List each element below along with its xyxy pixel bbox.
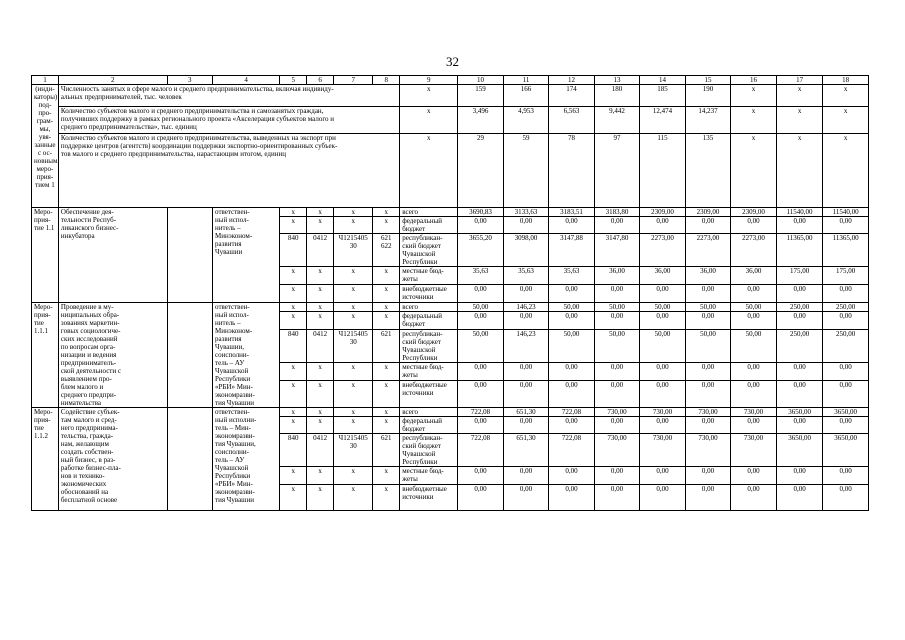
column-number-header: 17 — [776, 76, 823, 85]
budget-code: 0412 — [307, 434, 334, 467]
budget-code: x — [280, 267, 307, 285]
funding-value: 3183,80 — [594, 208, 640, 217]
funding-source: всего — [400, 303, 458, 312]
indicator-value: x — [731, 134, 777, 208]
budget-code: x — [307, 363, 334, 381]
funding-value: 0,00 — [640, 485, 686, 511]
indicator-value: 12,474 — [640, 107, 686, 134]
budget-code: x — [280, 485, 307, 511]
indicator-value: 97 — [594, 134, 640, 208]
responsible-executor: ответствен- ный испол- нитель – Минэконом- развития Чувашии, соисполни- тель – АУ Чувашской Республики «РБИ» Мин- экономразви- тия Чувашии — [213, 303, 280, 408]
funding-value: 50,00 — [594, 329, 640, 363]
funding-value: 0,00 — [731, 285, 777, 303]
funding-value: 50,00 — [549, 329, 595, 363]
budget-code: x — [307, 485, 334, 511]
indicator-value: 59 — [503, 134, 549, 208]
indicator-name: Количество субъектов малого и среднего предпринимательства и самозанятых граждан, получивших поддержку в рамках регионального проекта «Акселерация субъектов малого и среднего предпринимательства», тыс. единиц — [58, 107, 399, 134]
funding-value: 0,00 — [549, 485, 595, 511]
funding-value: 0,00 — [731, 312, 777, 329]
funding-value: 2273,00 — [731, 234, 777, 267]
funding-value: 0,00 — [776, 363, 823, 381]
budget-code: 840 — [280, 234, 307, 267]
funding-value: 175,00 — [823, 267, 869, 285]
budget-code: 621 622 — [373, 234, 400, 267]
funding-value: 0,00 — [640, 467, 686, 485]
funding-value: 651,30 — [503, 434, 549, 467]
funding-source: внебюджетные источники — [400, 381, 458, 408]
measure-row — [32, 408, 869, 417]
indicator-value: 190 — [685, 85, 731, 107]
funding-value: 0,00 — [776, 217, 823, 234]
funding-source: местные бюд- жеты — [400, 363, 458, 381]
budget-code: x — [373, 217, 400, 234]
measure-label: Меро- прия- тие 1.1 — [32, 208, 59, 303]
budget-code: Ч1215405 30 — [334, 329, 373, 363]
budget-code: x — [373, 467, 400, 485]
funding-value: 3147,80 — [594, 234, 640, 267]
funding-value: 0,00 — [823, 285, 869, 303]
budget-code: x — [334, 312, 373, 329]
funding-value: 0,00 — [503, 285, 549, 303]
blank-cell — [167, 208, 213, 303]
funding-value: 36,00 — [685, 267, 731, 285]
column-number-header: 1 — [32, 76, 59, 85]
funding-value: 0,00 — [594, 285, 640, 303]
funding-value: 651,30 — [503, 408, 549, 417]
column-number-header: 12 — [549, 76, 595, 85]
indicator-value: 4,953 — [503, 107, 549, 134]
indicator-value: 14,237 — [685, 107, 731, 134]
funding-value: 730,00 — [594, 434, 640, 467]
budget-code: 0412 — [307, 234, 334, 267]
budget-table — [31, 75, 869, 511]
funding-value: 722,08 — [549, 408, 595, 417]
funding-value: 0,00 — [731, 485, 777, 511]
funding-value: 730,00 — [594, 408, 640, 417]
funding-value: 0,00 — [776, 312, 823, 329]
funding-value: 0,00 — [503, 485, 549, 511]
funding-source: республикан- ский бюджет Чувашской Республики — [400, 234, 458, 267]
budget-code: x — [334, 285, 373, 303]
funding-value: 2309,00 — [731, 208, 777, 217]
budget-code: x — [334, 485, 373, 511]
indicator-value: x — [731, 85, 777, 107]
funding-value: 730,00 — [640, 408, 686, 417]
budget-code: x — [334, 363, 373, 381]
budget-code: x — [373, 381, 400, 408]
budget-code: x — [373, 417, 400, 434]
funding-source: внебюджетные источники — [400, 285, 458, 303]
indicator-value: x — [776, 107, 823, 134]
budget-code: x — [307, 303, 334, 312]
indicator-value: 3,496 — [458, 107, 504, 134]
indicator-value: x — [776, 85, 823, 107]
funding-value: 730,00 — [731, 408, 777, 417]
funding-value: 2309,00 — [640, 208, 686, 217]
indicator-value: 159 — [458, 85, 504, 107]
indicator-source-mark: x — [400, 134, 458, 208]
funding-value: 0,00 — [685, 217, 731, 234]
budget-code: x — [307, 408, 334, 417]
funding-value: 0,00 — [594, 467, 640, 485]
page-number: 32 — [446, 54, 459, 69]
indicator-source-mark: x — [400, 107, 458, 134]
indicator-row — [32, 134, 869, 208]
funding-value: 0,00 — [458, 363, 504, 381]
budget-code: x — [373, 303, 400, 312]
funding-value: 730,00 — [731, 434, 777, 467]
funding-value: 0,00 — [823, 417, 869, 434]
column-number-header: 13 — [594, 76, 640, 85]
indicator-row — [32, 107, 869, 134]
funding-value: 36,00 — [731, 267, 777, 285]
column-number-header: 2 — [58, 76, 167, 85]
indicator-value: x — [776, 134, 823, 208]
funding-value: 0,00 — [731, 467, 777, 485]
funding-value: 0,00 — [731, 363, 777, 381]
budget-code: 840 — [280, 434, 307, 467]
funding-value: 250,00 — [776, 329, 823, 363]
funding-value: 0,00 — [640, 363, 686, 381]
funding-value: 0,00 — [685, 363, 731, 381]
funding-value: 11365,00 — [823, 234, 869, 267]
column-number-header: 14 — [640, 76, 686, 85]
funding-value: 0,00 — [640, 381, 686, 408]
indicator-value: 115 — [640, 134, 686, 208]
funding-value: 0,00 — [458, 285, 504, 303]
funding-value: 2309,00 — [685, 208, 731, 217]
measure-name: Обеспечение дея- тельности Респуб- ликанского бизнес- инкубатора — [58, 208, 167, 303]
column-number-header: 8 — [373, 76, 400, 85]
budget-code: x — [307, 267, 334, 285]
budget-code: 840 — [280, 329, 307, 363]
funding-value: 0,00 — [594, 217, 640, 234]
funding-value: 0,00 — [776, 381, 823, 408]
funding-value: 250,00 — [823, 303, 869, 312]
indicator-group-label: (инди- каторы) под- про- грам- мы, увя- занные с ос- новным меро- прия- тием 1 — [32, 85, 59, 208]
indicator-value: 29 — [458, 134, 504, 208]
funding-value: 3655,20 — [458, 234, 504, 267]
indicator-value: 9,442 — [594, 107, 640, 134]
funding-value: 0,00 — [640, 312, 686, 329]
funding-value: 3183,51 — [549, 208, 595, 217]
budget-code: x — [334, 208, 373, 217]
funding-value: 722,08 — [549, 434, 595, 467]
funding-value: 722,08 — [458, 434, 504, 467]
funding-value: 0,00 — [731, 417, 777, 434]
funding-value: 0,00 — [823, 312, 869, 329]
funding-value: 0,00 — [549, 312, 595, 329]
funding-value: 3098,00 — [503, 234, 549, 267]
funding-value: 0,00 — [503, 417, 549, 434]
funding-value: 0,00 — [458, 381, 504, 408]
funding-value: 0,00 — [731, 217, 777, 234]
funding-value: 0,00 — [776, 417, 823, 434]
budget-code: 621 — [373, 434, 400, 467]
funding-value: 50,00 — [685, 303, 731, 312]
indicator-value: x — [823, 107, 869, 134]
budget-code: x — [307, 381, 334, 408]
indicator-value: 174 — [549, 85, 595, 107]
funding-value: 3650,00 — [776, 408, 823, 417]
funding-value: 175,00 — [776, 267, 823, 285]
blank-cell — [167, 408, 213, 511]
budget-code: x — [373, 208, 400, 217]
budget-code: x — [373, 485, 400, 511]
funding-value: 0,00 — [549, 363, 595, 381]
funding-source: внебюджетные источники — [400, 485, 458, 511]
budget-code: x — [280, 363, 307, 381]
budget-code: x — [280, 381, 307, 408]
budget-code: x — [307, 312, 334, 329]
indicator-value: x — [731, 107, 777, 134]
indicator-value: 135 — [685, 134, 731, 208]
funding-value: 0,00 — [823, 217, 869, 234]
funding-value: 0,00 — [503, 363, 549, 381]
budget-code: x — [334, 408, 373, 417]
budget-code: x — [373, 267, 400, 285]
budget-code: x — [373, 312, 400, 329]
responsible-executor: ответствен- ный исполни- тель – Мин- экономразви- тия Чувашии, соисполни- тель – АУ Чувашской Республики «РБИ» Мин- экономразви- тия Чувашии — [213, 408, 280, 511]
budget-code: x — [307, 208, 334, 217]
budget-code: x — [280, 303, 307, 312]
indicator-value: 166 — [503, 85, 549, 107]
funding-value: 50,00 — [731, 329, 777, 363]
funding-value: 730,00 — [640, 434, 686, 467]
funding-source: федеральный бюджет — [400, 217, 458, 234]
funding-value: 3147,88 — [549, 234, 595, 267]
funding-value: 0,00 — [685, 467, 731, 485]
funding-value: 0,00 — [823, 381, 869, 408]
funding-value: 50,00 — [640, 329, 686, 363]
funding-value: 35,63 — [549, 267, 595, 285]
funding-value: 35,63 — [503, 267, 549, 285]
funding-value: 0,00 — [685, 312, 731, 329]
column-number-header: 7 — [334, 76, 373, 85]
budget-code: x — [280, 408, 307, 417]
funding-value: 11365,00 — [776, 234, 823, 267]
funding-value: 0,00 — [776, 285, 823, 303]
indicator-value: 6,563 — [549, 107, 595, 134]
budget-code: Ч1215405 30 — [334, 434, 373, 467]
responsible-executor: ответствен- ный испол- нитель – Минэконом- развития Чувашии — [213, 208, 280, 303]
budget-code: x — [280, 217, 307, 234]
funding-value: 50,00 — [458, 329, 504, 363]
budget-code: 621 — [373, 329, 400, 363]
column-number-header: 16 — [731, 76, 777, 85]
indicator-value: 78 — [549, 134, 595, 208]
budget-code: x — [334, 417, 373, 434]
measure-label: Меро- прия- тие 1.1.1 — [32, 303, 59, 408]
funding-source: местные бюд- жеты — [400, 467, 458, 485]
column-number-header: 15 — [685, 76, 731, 85]
budget-code: x — [334, 303, 373, 312]
column-number-header: 3 — [167, 76, 213, 85]
funding-value: 3650,00 — [823, 408, 869, 417]
funding-value: 0,00 — [776, 485, 823, 511]
funding-value: 0,00 — [731, 381, 777, 408]
funding-value: 730,00 — [685, 408, 731, 417]
funding-value: 0,00 — [594, 312, 640, 329]
column-number-header: 6 — [307, 76, 334, 85]
funding-value: 36,00 — [594, 267, 640, 285]
budget-code: x — [307, 217, 334, 234]
funding-value: 0,00 — [685, 417, 731, 434]
indicator-row — [32, 85, 869, 107]
budget-code: x — [334, 467, 373, 485]
funding-value: 0,00 — [823, 467, 869, 485]
funding-value: 2273,00 — [640, 234, 686, 267]
budget-code: x — [307, 417, 334, 434]
funding-source: республикан- ский бюджет Чувашской Республики — [400, 329, 458, 363]
funding-value: 3650,00 — [823, 434, 869, 467]
funding-source: всего — [400, 408, 458, 417]
column-number-header: 10 — [458, 76, 504, 85]
funding-value: 0,00 — [594, 363, 640, 381]
funding-value: 50,00 — [640, 303, 686, 312]
funding-value: 3650,00 — [776, 434, 823, 467]
funding-value: 0,00 — [458, 312, 504, 329]
column-number-header: 4 — [213, 76, 280, 85]
funding-value: 250,00 — [823, 329, 869, 363]
measure-row — [32, 208, 869, 217]
column-number-header: 18 — [823, 76, 869, 85]
funding-value: 0,00 — [458, 467, 504, 485]
budget-code: x — [334, 217, 373, 234]
column-number-header: 9 — [400, 76, 458, 85]
funding-source: всего — [400, 208, 458, 217]
budget-code: x — [280, 417, 307, 434]
indicator-source-mark: x — [400, 85, 458, 107]
budget-code: x — [307, 285, 334, 303]
budget-code: Ч1215405 30 — [334, 234, 373, 267]
budget-code: x — [334, 381, 373, 408]
funding-value: 11540,00 — [776, 208, 823, 217]
funding-value: 0,00 — [685, 381, 731, 408]
funding-value: 0,00 — [594, 417, 640, 434]
budget-code: x — [373, 285, 400, 303]
funding-value: 11540,00 — [823, 208, 869, 217]
funding-value: 0,00 — [549, 467, 595, 485]
funding-value: 3133,63 — [503, 208, 549, 217]
funding-value: 0,00 — [503, 217, 549, 234]
budget-code: x — [373, 408, 400, 417]
funding-value: 0,00 — [503, 312, 549, 329]
funding-value: 0,00 — [503, 381, 549, 408]
indicator-value: 185 — [640, 85, 686, 107]
funding-value: 0,00 — [685, 285, 731, 303]
funding-value: 0,00 — [458, 417, 504, 434]
funding-value: 50,00 — [594, 303, 640, 312]
funding-value: 0,00 — [549, 381, 595, 408]
indicator-name: Количество субъектов малого и среднего предпринимательства, выведенных на экспорт при поддержке центров (агентств) координации поддержки экспортно-ориентированных субъек- тов малого и среднего предпринимательства, нарастающим итогом, единиц — [58, 134, 399, 208]
funding-value: 35,63 — [458, 267, 504, 285]
budget-code: x — [373, 363, 400, 381]
funding-source: республикан- ский бюджет Чувашской Республики — [400, 434, 458, 467]
funding-value: 0,00 — [594, 485, 640, 511]
funding-value: 0,00 — [640, 285, 686, 303]
budget-code: x — [280, 208, 307, 217]
funding-value: 146,23 — [503, 303, 549, 312]
funding-value: 0,00 — [503, 467, 549, 485]
budget-code: 0412 — [307, 329, 334, 363]
measure-name: Проведение в му- ниципальных обра- зованиях маркетин- говых социологиче- ских исследований по вопросам орга- низации и ведения предпринимателъ- ской деятельности с выявлением про- блем малого и среднего предпри- нимательства — [58, 303, 167, 408]
funding-value: 0,00 — [823, 363, 869, 381]
funding-value: 3690,83 — [458, 208, 504, 217]
budget-code: x — [307, 467, 334, 485]
funding-value: 36,00 — [640, 267, 686, 285]
measure-name: Содействие субъек- там малого и сред- него предпринима- тельства, гражда- нам, желающим создать собствен- ный бизнес, в раз- работке бизнес-пла- нов и технико- экономических обоснований на бесплатной основе — [58, 408, 167, 511]
funding-value: 50,00 — [685, 329, 731, 363]
indicator-name: Численность занятых в сфере малого и среднего предпринимательства, включая индивиду- альных предпринимателей, тыс. человек — [58, 85, 399, 107]
funding-source: федеральный бюджет — [400, 417, 458, 434]
funding-source: федеральный бюджет — [400, 312, 458, 329]
blank-cell — [167, 303, 213, 408]
indicator-value: x — [823, 85, 869, 107]
indicator-value: x — [823, 134, 869, 208]
funding-value: 0,00 — [685, 485, 731, 511]
funding-value: 0,00 — [549, 285, 595, 303]
funding-value: 0,00 — [458, 485, 504, 511]
funding-value: 0,00 — [640, 217, 686, 234]
funding-value: 730,00 — [685, 434, 731, 467]
budget-code: x — [280, 285, 307, 303]
funding-value: 722,08 — [458, 408, 504, 417]
funding-value: 0,00 — [458, 217, 504, 234]
funding-value: 50,00 — [731, 303, 777, 312]
funding-value: 0,00 — [823, 485, 869, 511]
funding-value: 2273,00 — [685, 234, 731, 267]
indicator-value: 180 — [594, 85, 640, 107]
funding-value: 0,00 — [776, 467, 823, 485]
funding-value: 0,00 — [640, 417, 686, 434]
measure-label: Меро- прия- тие 1.1.2 — [32, 408, 59, 511]
header-row — [32, 76, 869, 85]
budget-code: x — [280, 467, 307, 485]
funding-value: 0,00 — [549, 417, 595, 434]
funding-value: 0,00 — [549, 217, 595, 234]
budget-code: x — [280, 312, 307, 329]
funding-value: 0,00 — [594, 381, 640, 408]
funding-value: 50,00 — [549, 303, 595, 312]
funding-value: 50,00 — [458, 303, 504, 312]
funding-value: 250,00 — [776, 303, 823, 312]
measure-row — [32, 303, 869, 312]
column-number-header: 5 — [280, 76, 307, 85]
funding-value: 146,23 — [503, 329, 549, 363]
budget-code: x — [334, 267, 373, 285]
funding-source: местные бюд- жеты — [400, 267, 458, 285]
column-number-header: 11 — [503, 76, 549, 85]
